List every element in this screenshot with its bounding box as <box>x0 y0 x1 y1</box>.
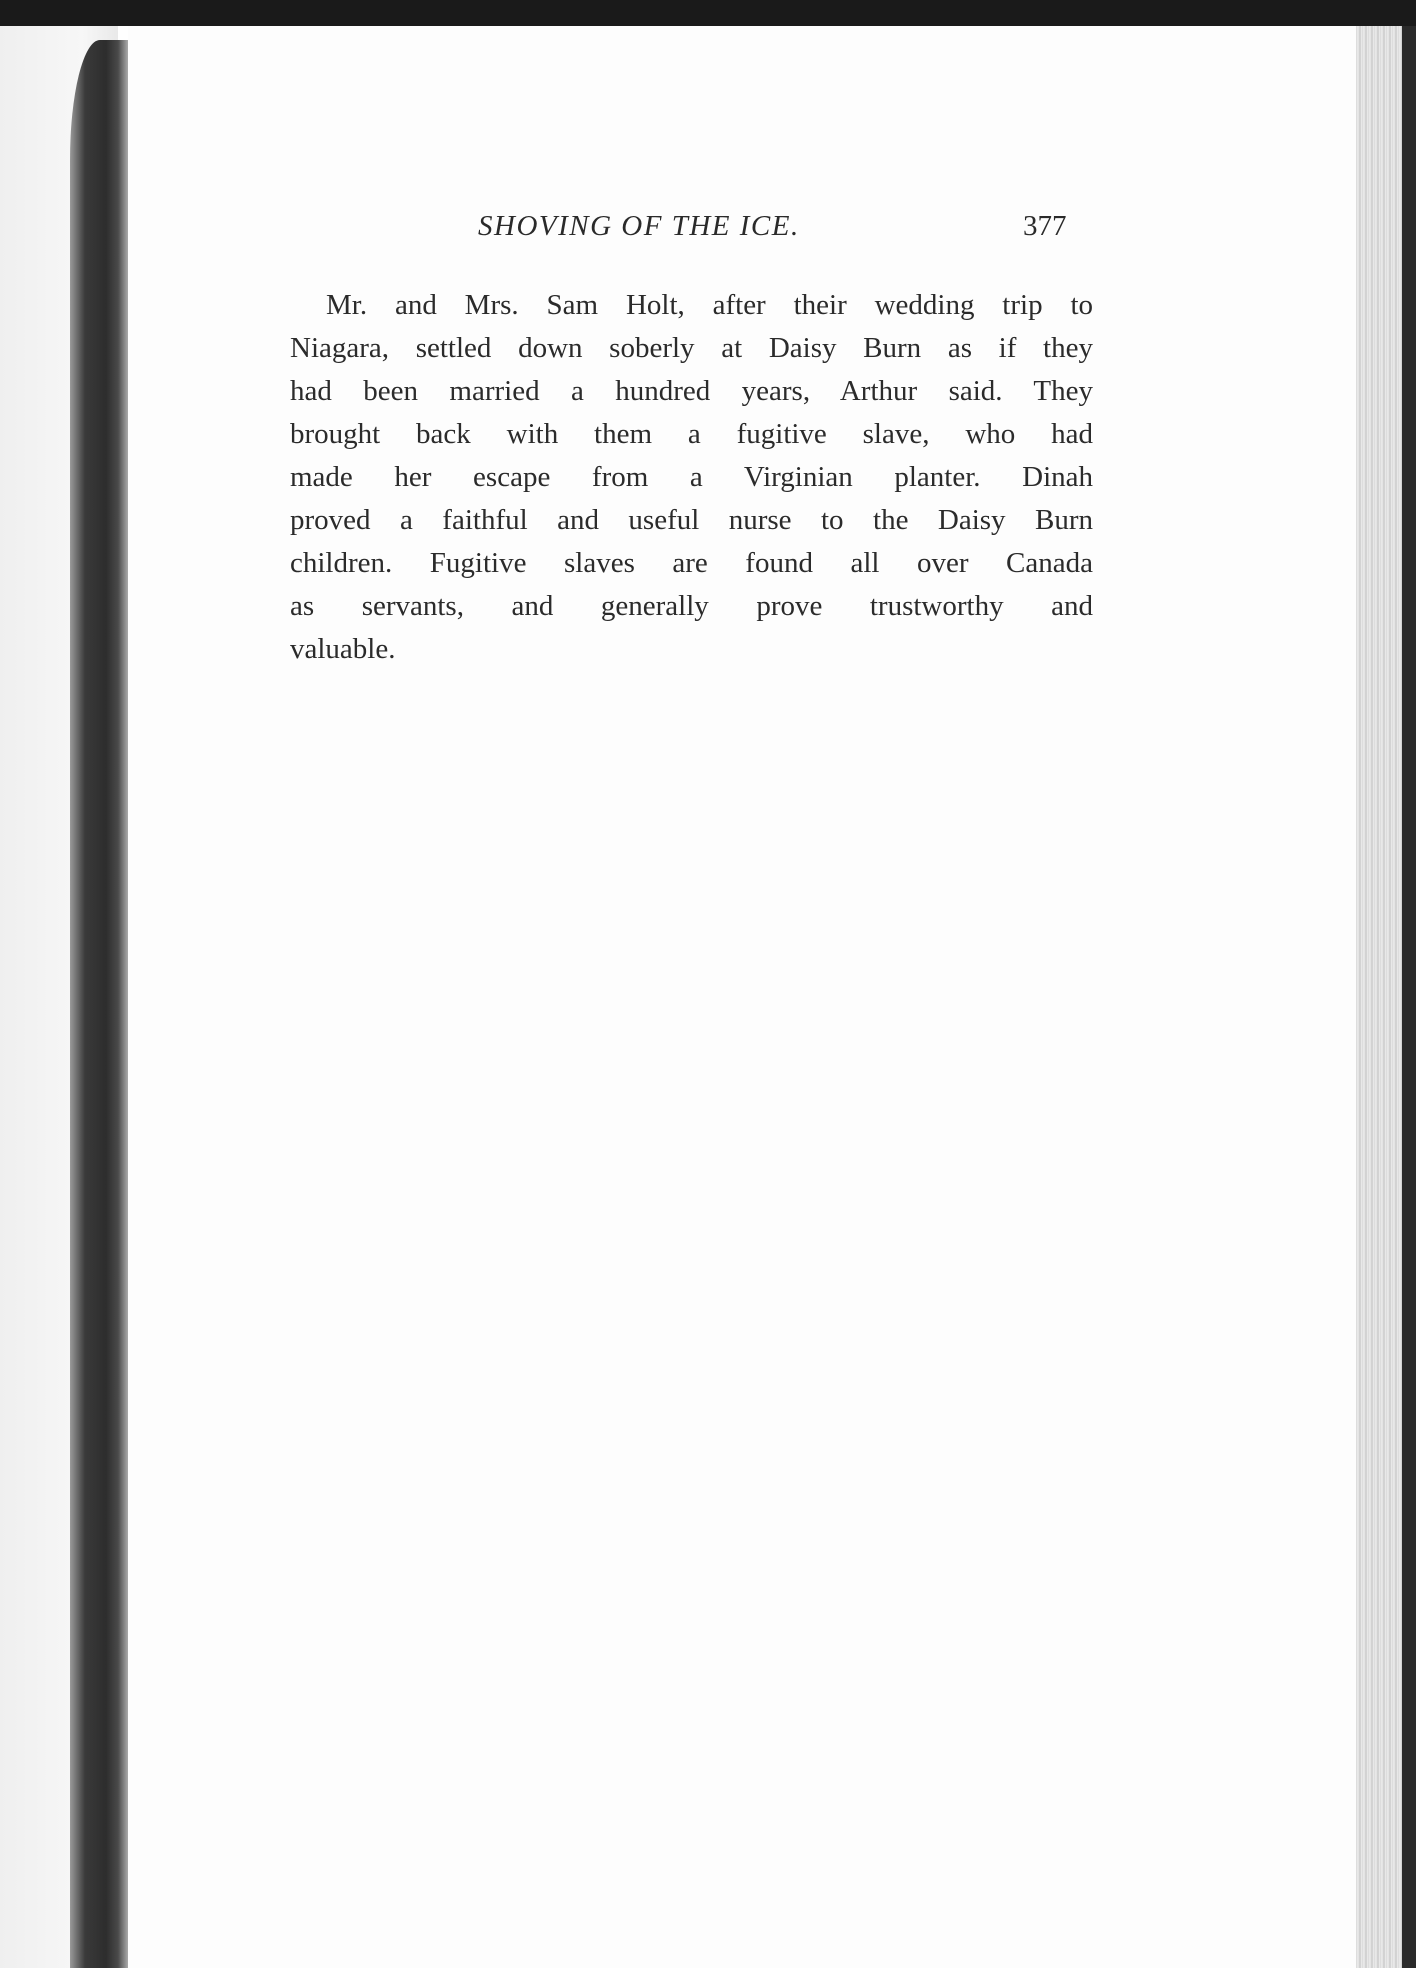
running-head: SHOVING OF THE ICE. <box>478 210 800 242</box>
paragraph-line: Mr. and Mrs. Sam Holt, after their wedding trip to <box>326 289 1093 321</box>
paragraph-line: valuable. <box>290 633 396 665</box>
book-spine <box>70 40 130 1968</box>
paragraph-line: had been married a hundred years, Arthur said. They <box>290 375 1093 407</box>
page-edges <box>1356 26 1402 1968</box>
paragraph-line: proved a faithful and useful nurse to the Daisy Burn <box>290 504 1093 536</box>
paragraph-line: made her escape from a Virginian planter. Dinah <box>290 461 1093 493</box>
paragraph-line: children. Fugitive slaves are found all over Canada <box>290 547 1093 579</box>
scan-right-border <box>1402 26 1416 1968</box>
paragraph-line: Niagara, settled down soberly at Daisy Burn as if they <box>290 332 1093 364</box>
paragraph <box>290 284 1093 671</box>
scan-top-border <box>0 0 1416 26</box>
page-number: 377 <box>1023 210 1067 242</box>
paragraph-line: brought back with them a fugitive slave, who had <box>290 418 1093 450</box>
paragraph-line: as servants, and generally prove trustworthy and <box>290 590 1093 622</box>
